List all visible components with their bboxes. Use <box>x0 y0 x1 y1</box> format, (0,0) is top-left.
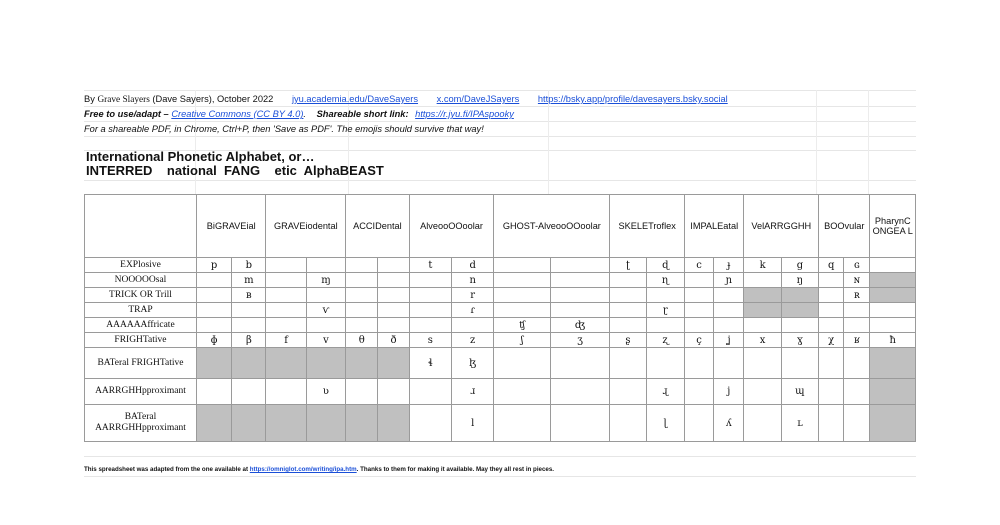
ipa-symbol-cell <box>819 273 844 288</box>
ipa-symbol-cell <box>870 288 916 303</box>
ipa-symbol-cell: k <box>744 258 781 273</box>
ipa-symbol-cell: ʋ <box>306 379 345 405</box>
row-label: FRIGHTative <box>85 333 197 348</box>
ipa-symbol-cell <box>550 405 610 442</box>
ipa-symbol-cell <box>232 348 266 379</box>
ipa-symbol-cell: ç <box>684 333 713 348</box>
ipa-symbol-cell <box>684 303 713 318</box>
row-label: AAAAAAffricate <box>85 318 197 333</box>
x-link[interactable]: x.com/DaveJSayers <box>436 94 520 104</box>
grid-col-line <box>816 90 817 194</box>
column-header: VelARRGGHH <box>744 195 819 258</box>
ipa-symbol-cell: ɟ <box>714 258 744 273</box>
ipa-symbol-cell <box>744 318 781 333</box>
ipa-symbol-cell <box>714 303 744 318</box>
ipa-symbol-cell <box>646 348 684 379</box>
ipa-symbol-cell: z <box>452 333 494 348</box>
ipa-symbol-cell <box>744 288 781 303</box>
ipa-symbol-cell <box>196 273 231 288</box>
share-link[interactable]: https://r.jyu.fi/IPAspooky <box>415 109 514 119</box>
ipa-symbol-cell: l <box>452 405 494 442</box>
ipa-symbol-cell <box>781 288 818 303</box>
column-header-row <box>85 195 916 258</box>
table-row <box>85 288 916 303</box>
ipa-symbol-cell: m <box>232 273 266 288</box>
column-header: IMPALEatal <box>684 195 743 258</box>
grid-line <box>84 90 916 91</box>
ipa-symbol-cell <box>550 303 610 318</box>
ipa-symbol-cell <box>744 303 781 318</box>
ipa-symbol-cell <box>684 318 713 333</box>
ipa-symbol-cell <box>266 379 306 405</box>
title-line-1: International Phonetic Alphabet, or… <box>86 149 315 164</box>
ipa-symbol-cell: ɭ <box>646 405 684 442</box>
ipa-symbol-cell <box>378 405 409 442</box>
ipa-symbol-cell <box>378 379 409 405</box>
column-header: ACCIDental <box>346 195 410 258</box>
grid-line <box>84 456 916 457</box>
ipa-symbol-cell <box>550 258 610 273</box>
ipa-symbol-cell <box>266 318 306 333</box>
ipa-symbol-cell <box>494 288 550 303</box>
ipa-symbol-cell <box>744 348 781 379</box>
ipa-symbol-cell: q <box>819 258 844 273</box>
license-prefix: Free to use/adapt – <box>84 109 172 119</box>
grid-col-line <box>868 90 869 194</box>
ipa-symbol-cell: ʈ <box>610 258 646 273</box>
byline-prefix: By <box>84 94 98 104</box>
ipa-symbol-cell <box>870 303 916 318</box>
ipa-symbol-cell: b <box>232 258 266 273</box>
ipa-symbol-cell <box>870 348 916 379</box>
ipa-symbol-cell <box>550 273 610 288</box>
ipa-symbol-cell: x <box>744 333 781 348</box>
ipa-symbol-cell <box>409 273 451 288</box>
ipa-symbol-cell <box>844 348 870 379</box>
ipa-symbol-cell <box>610 348 646 379</box>
row-label: TRAP <box>85 303 197 318</box>
ipa-symbol-cell <box>378 273 409 288</box>
ipa-symbol-cell <box>266 303 306 318</box>
ipa-symbol-cell <box>550 348 610 379</box>
ipa-symbol-cell <box>232 405 266 442</box>
ipa-symbol-cell <box>232 379 266 405</box>
ipa-symbol-cell <box>819 303 844 318</box>
column-header: GRAVEiodental <box>266 195 346 258</box>
ipa-symbol-cell: ħ <box>870 333 916 348</box>
ipa-symbol-cell: ʂ <box>610 333 646 348</box>
ipa-symbol-cell <box>781 303 818 318</box>
ipa-symbol-cell <box>714 288 744 303</box>
row-label: NOOOOOsal <box>85 273 197 288</box>
ipa-symbol-cell <box>306 288 345 303</box>
ipa-symbol-cell <box>232 303 266 318</box>
ipa-symbol-cell <box>494 348 550 379</box>
ipa-symbol-cell <box>196 288 231 303</box>
ipa-symbol-cell <box>346 303 378 318</box>
row-label: AARRGHHpproximant <box>85 379 197 405</box>
ipa-symbol-cell <box>714 318 744 333</box>
ipa-symbol-cell <box>819 288 844 303</box>
ipa-symbol-cell <box>494 258 550 273</box>
ipa-symbol-cell: ɲ <box>714 273 744 288</box>
footer-prefix: This spreadsheet was adapted from the one available at <box>84 466 250 473</box>
ipa-symbol-cell <box>610 318 646 333</box>
ipa-symbol-cell: ɖ <box>646 258 684 273</box>
ipa-symbol-cell: ɾ <box>452 303 494 318</box>
ipa-symbol-cell: χ <box>819 333 844 348</box>
ipa-symbol-cell: ʙ <box>232 288 266 303</box>
table-row <box>85 258 916 273</box>
footer-note <box>84 466 554 473</box>
ipa-symbol-cell <box>346 288 378 303</box>
ipa-symbol-cell <box>378 288 409 303</box>
table-row <box>85 348 916 379</box>
ipa-symbol-cell <box>819 405 844 442</box>
row-label: EXPlosive <box>85 258 197 273</box>
column-header: AlveooOOoolar <box>409 195 494 258</box>
row-label: TRICK OR Trill <box>85 288 197 303</box>
ipa-symbol-cell: ɴ <box>844 273 870 288</box>
ipa-symbol-cell <box>646 318 684 333</box>
ipa-symbol-cell: ʧ <box>494 318 550 333</box>
ipa-symbol-cell <box>409 288 451 303</box>
ipa-symbol-cell: g <box>781 258 818 273</box>
ipa-symbol-cell <box>494 379 550 405</box>
column-header: BOOvular <box>819 195 870 258</box>
ipa-symbol-cell <box>196 318 231 333</box>
ipa-symbol-cell <box>196 303 231 318</box>
omniglot-link[interactable]: https://omniglot.com/writing/ipa.htm <box>249 466 357 473</box>
ipa-symbol-cell <box>409 318 451 333</box>
ipa-symbol-cell: r <box>452 288 494 303</box>
ipa-symbol-cell <box>781 348 818 379</box>
ipa-symbol-cell: ʒ <box>550 333 610 348</box>
ipa-symbol-cell: ð <box>378 333 409 348</box>
ipa-symbol-cell: p <box>196 258 231 273</box>
ipa-symbol-cell <box>346 273 378 288</box>
license-suffix: . <box>303 109 307 119</box>
ipa-symbol-cell <box>819 318 844 333</box>
corner-cell <box>85 195 197 258</box>
ipa-symbol-cell <box>196 379 231 405</box>
ipa-symbol-cell <box>196 405 231 442</box>
ipa-symbol-cell: j <box>714 379 744 405</box>
ipa-symbol-cell: c <box>684 258 713 273</box>
ipa-symbol-cell <box>378 348 409 379</box>
academia-link[interactable]: jyu.academia.edu/DaveSayers <box>291 94 419 104</box>
table-row <box>85 318 916 333</box>
ipa-symbol-cell <box>870 258 916 273</box>
ipa-symbol-cell <box>266 348 306 379</box>
ipa-table <box>84 194 916 442</box>
ipa-symbol-cell <box>684 288 713 303</box>
ipa-symbol-cell <box>610 273 646 288</box>
ipa-symbol-cell <box>306 318 345 333</box>
ipa-symbol-cell <box>266 258 306 273</box>
table-row <box>85 405 916 442</box>
ipa-symbol-cell: ɮ <box>452 348 494 379</box>
ipa-symbol-cell <box>744 405 781 442</box>
ipa-symbol-cell: β <box>232 333 266 348</box>
ipa-symbol-cell: s <box>409 333 451 348</box>
ipa-symbol-cell <box>452 318 494 333</box>
ipa-symbol-cell <box>610 288 646 303</box>
ipa-symbol-cell: ʤ <box>550 318 610 333</box>
byline <box>84 92 728 106</box>
ipa-symbol-cell <box>744 273 781 288</box>
ipa-symbol-cell <box>550 379 610 405</box>
ipa-symbol-cell <box>819 348 844 379</box>
ipa-symbol-cell <box>346 379 378 405</box>
ipa-symbol-cell <box>844 405 870 442</box>
ipa-symbol-cell <box>610 405 646 442</box>
ipa-symbol-cell <box>346 348 378 379</box>
ipa-symbol-cell <box>232 318 266 333</box>
ipa-symbol-cell: ɽ <box>646 303 684 318</box>
ipa-symbol-cell: ⱱ <box>306 303 345 318</box>
ipa-symbol-cell <box>409 303 451 318</box>
ipa-symbol-cell <box>610 379 646 405</box>
ipa-symbol-cell <box>409 379 451 405</box>
ipa-symbol-cell: ɬ <box>409 348 451 379</box>
share-label: Shareable short link: <box>316 109 409 119</box>
ipa-symbol-cell: ʃ <box>494 333 550 348</box>
column-header: PharynC ONGEA L <box>870 195 916 258</box>
ipa-symbol-cell <box>266 273 306 288</box>
ipa-symbol-cell <box>306 348 345 379</box>
ipa-symbol-cell: ɣ <box>781 333 818 348</box>
title-line-2: INTERRED national FANG etic AlphaBEAST <box>86 163 384 178</box>
ipa-symbol-cell <box>266 288 306 303</box>
row-label: BATeral FRIGHTative <box>85 348 197 379</box>
ipa-symbol-cell: ʀ <box>844 288 870 303</box>
ipa-symbol-cell <box>610 303 646 318</box>
grid-line <box>84 476 916 477</box>
ipa-symbol-cell <box>781 318 818 333</box>
ipa-symbol-cell: ŋ <box>781 273 818 288</box>
ipa-symbol-cell <box>844 379 870 405</box>
ipa-symbol-cell <box>550 288 610 303</box>
ipa-symbol-cell <box>870 273 916 288</box>
ipa-symbol-cell: f <box>266 333 306 348</box>
ipa-symbol-cell <box>744 379 781 405</box>
ipa-symbol-cell: ʐ <box>646 333 684 348</box>
table-row <box>85 379 916 405</box>
pdf-note: For a shareable PDF, in Chrome, Ctrl+P, then 'Save as PDF'. The emojis should survive that way! <box>84 124 484 134</box>
grid-line <box>84 136 916 137</box>
page-title <box>86 150 384 178</box>
ipa-symbol-cell: θ <box>346 333 378 348</box>
ipa-symbol-cell: ʟ <box>781 405 818 442</box>
ipa-symbol-cell <box>684 379 713 405</box>
ipa-symbol-cell: ɰ <box>781 379 818 405</box>
grid-line <box>84 180 916 181</box>
license-line <box>84 107 514 121</box>
ipa-symbol-cell <box>494 405 550 442</box>
ipa-symbol-cell: ɸ <box>196 333 231 348</box>
column-header: BiGRAVEial <box>196 195 266 258</box>
license-link[interactable]: Creative Commons (CC BY 4.0) <box>171 109 304 119</box>
ipa-symbol-cell <box>870 405 916 442</box>
ipa-symbol-cell <box>714 348 744 379</box>
table-row <box>85 333 916 348</box>
ipa-symbol-cell: ʎ <box>714 405 744 442</box>
ipa-symbol-cell: ɱ <box>306 273 345 288</box>
ipa-symbol-cell: t <box>409 258 451 273</box>
bsky-link[interactable]: https://bsky.app/profile/davesayers.bsky.social <box>537 94 728 104</box>
byline-rest: (Dave Sayers), October 2022 <box>149 94 274 104</box>
column-header: GHOST-AlveooOOoolar <box>494 195 610 258</box>
ipa-symbol-cell <box>646 288 684 303</box>
table-row <box>85 273 916 288</box>
ipa-symbol-cell: d <box>452 258 494 273</box>
ipa-symbol-cell <box>819 379 844 405</box>
ipa-symbol-cell: ʁ <box>844 333 870 348</box>
footer-suffix: . Thanks to them for making it available. May they all rest in pieces. <box>356 466 555 473</box>
ipa-symbol-cell: ɹ <box>452 379 494 405</box>
ipa-symbol-cell <box>346 258 378 273</box>
ipa-symbol-cell <box>684 348 713 379</box>
row-label: BATeral AARRGHHpproximant <box>85 405 197 442</box>
ipa-symbol-cell <box>870 318 916 333</box>
ipa-symbol-cell <box>346 318 378 333</box>
ipa-symbol-cell <box>378 258 409 273</box>
ipa-symbol-cell <box>266 405 306 442</box>
ipa-symbol-cell <box>870 379 916 405</box>
ipa-symbol-cell: ɻ <box>646 379 684 405</box>
ipa-symbol-cell: ʝ <box>714 333 744 348</box>
ipa-symbol-cell <box>409 405 451 442</box>
ipa-symbol-cell: v <box>306 333 345 348</box>
ipa-symbol-cell <box>196 348 231 379</box>
ipa-symbol-cell <box>494 303 550 318</box>
byline-pseudonym: Grave Slayers <box>97 95 150 105</box>
ipa-symbol-cell <box>378 318 409 333</box>
ipa-symbol-cell <box>684 273 713 288</box>
column-header: SKELETroflex <box>610 195 685 258</box>
ipa-symbol-cell <box>346 405 378 442</box>
ipa-symbol-cell <box>306 405 345 442</box>
ipa-symbol-cell <box>684 405 713 442</box>
ipa-symbol-cell: n <box>452 273 494 288</box>
ipa-symbol-cell: ɢ <box>844 258 870 273</box>
ipa-symbol-cell <box>844 303 870 318</box>
ipa-symbol-cell <box>494 273 550 288</box>
ipa-symbol-cell: ɳ <box>646 273 684 288</box>
ipa-symbol-cell <box>844 318 870 333</box>
table-row <box>85 303 916 318</box>
ipa-symbol-cell <box>306 258 345 273</box>
ipa-symbol-cell <box>378 303 409 318</box>
